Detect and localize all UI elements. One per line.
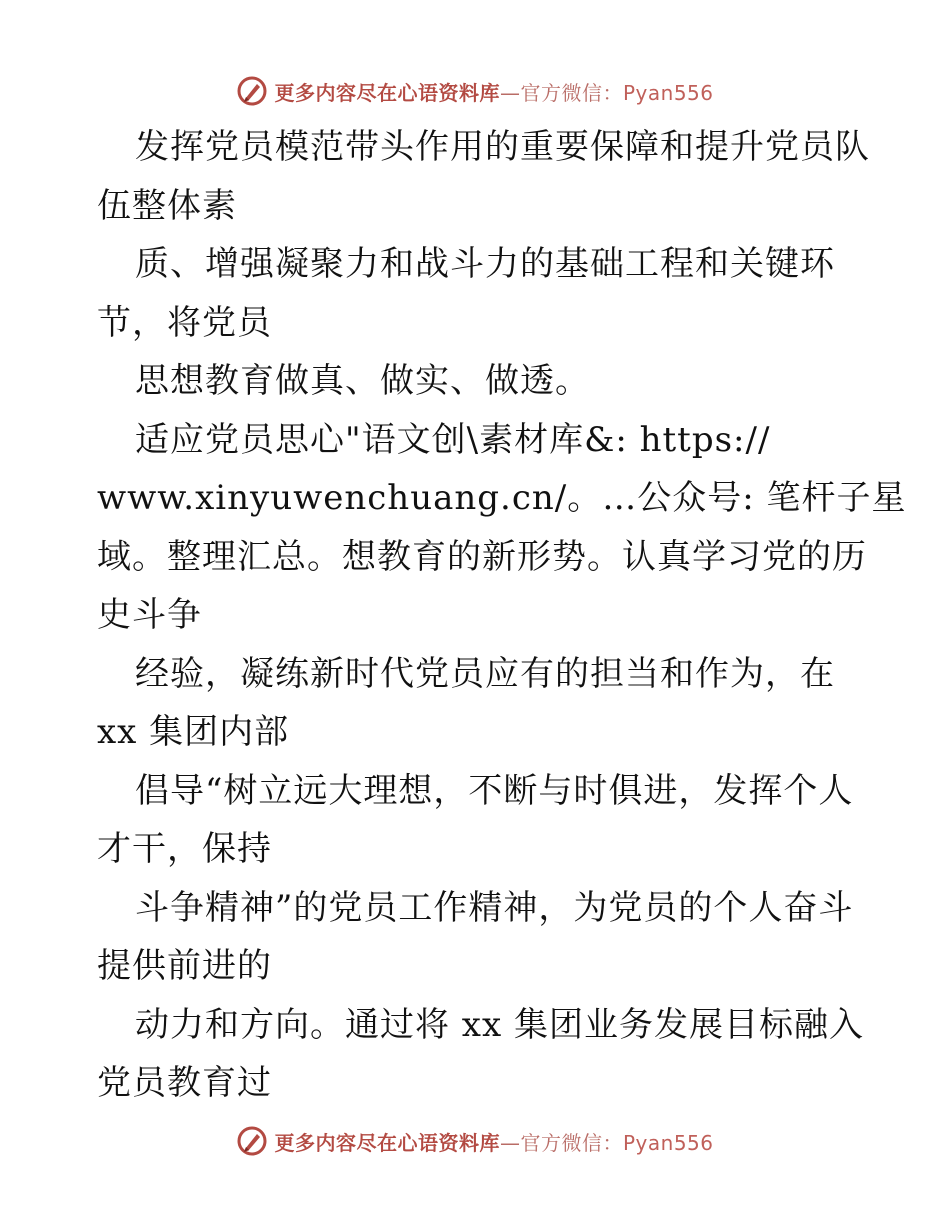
banner-text — [274, 77, 713, 106]
body-line: 动力和方向。通过将 xx 集团业务发展目标融入 — [135, 1004, 864, 1045]
body-line: 思想教育做真、做实、做透。 — [135, 361, 590, 401]
banner-separator: — — [499, 80, 521, 105]
banner-site-text: 更多内容尽在心语资料库 — [274, 80, 500, 105]
body-line: 适应党员思心"语文创\素材库&: https:// — [135, 419, 771, 460]
banner-separator: — — [499, 1130, 521, 1155]
body-line: www.xinyuwenchuang.cn/。…公众号: 笔杆子星 — [97, 478, 907, 518]
banner-wechat-id: Pyan556 — [622, 1130, 714, 1155]
banner-wechat-label: 官方微信： — [520, 1130, 623, 1155]
body-line: 党员教育过 — [97, 1063, 272, 1103]
body-line: 发挥党员模范带头作用的重要保障和提升党员队 — [135, 127, 870, 167]
body-line: 斗争精神”的党员工作精神，为党员的个人奋斗 — [135, 887, 854, 928]
quill-circle-icon — [236, 1125, 268, 1157]
body-line: 提供前进的 — [97, 946, 272, 986]
body-line: 伍整体素 — [97, 185, 237, 226]
footer-watermark-banner — [0, 1121, 950, 1161]
banner-wechat-label: 官方微信： — [520, 80, 623, 105]
body-line: 史斗争 — [97, 595, 202, 635]
header-watermark-banner — [0, 71, 950, 111]
banner-wechat-id: Pyan556 — [622, 80, 714, 105]
banner-site-text: 更多内容尽在心语资料库 — [274, 1130, 500, 1155]
body-line: 域。整理汇总。想教育的新形势。认真学习党的历 — [97, 536, 867, 577]
body-line: xx 集团内部 — [97, 712, 290, 752]
body-line: 倡导“树立远大理想，不断与时俱进，发挥个人 — [135, 770, 854, 811]
document-body — [97, 118, 907, 1113]
body-line: 质、增强凝聚力和战斗力的基础工程和关键环 — [135, 244, 835, 284]
body-line: 节，将党员 — [97, 302, 272, 343]
banner-text — [274, 1127, 713, 1156]
quill-circle-icon — [236, 75, 268, 107]
body-line: 经验，凝练新时代党员应有的担当和作为，在 — [135, 653, 835, 694]
body-line: 才干，保持 — [97, 829, 272, 869]
